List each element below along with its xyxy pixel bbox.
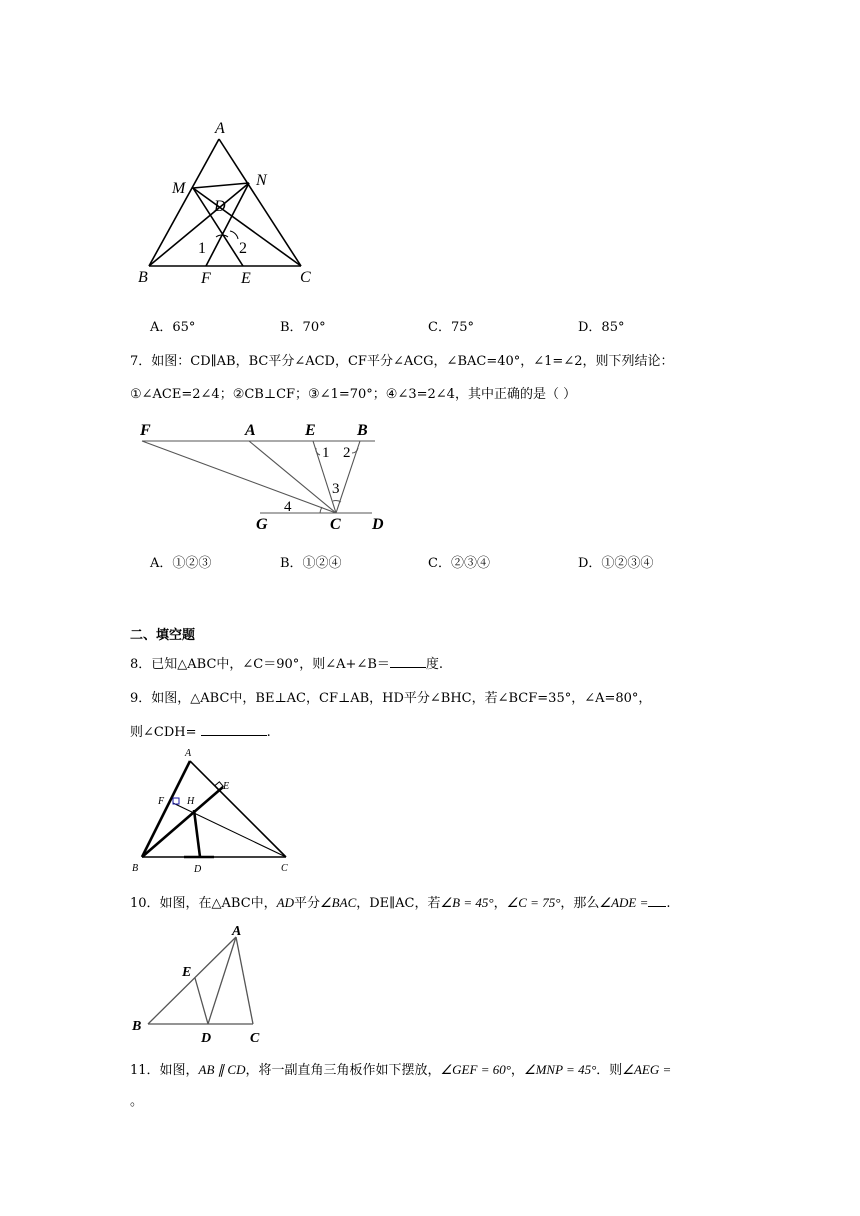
q9-text-post: . (266, 725, 271, 740)
q11-text-5: ， (510, 1063, 524, 1078)
q8-question (130, 653, 443, 672)
q11-text-6: ∠MNP = 45° (523, 1062, 597, 1077)
q10-text-10: ∠ADE = (599, 895, 649, 910)
q7-question-line1: 7．如图：CD∥AB，BC平分∠ACD，CF平分∠ACG，∠BAC=40°，∠1=∠2，则下列结论： (130, 354, 674, 369)
q8-text-post: 度. (425, 657, 444, 672)
q11-question-line2: 。 (130, 1094, 144, 1109)
q10-label-C: C (250, 1031, 260, 1045)
q6-option-a[interactable]: A．65° (150, 320, 196, 335)
q9-label-A: A (185, 748, 192, 759)
q11-text-1: 11．如图， (130, 1063, 199, 1078)
q10-text-11: . (666, 896, 671, 911)
q10-text-2: AD (276, 895, 295, 910)
q10-text-6: ∠B = 45° (440, 895, 494, 910)
q9-text-pre: 则∠CDH= (130, 725, 197, 740)
q7-label-angle2: 2 (343, 445, 351, 461)
q6-option-b[interactable]: B．70° (280, 320, 326, 335)
q10-question (130, 892, 671, 911)
q8-answer-blank[interactable] (390, 655, 426, 668)
q7-label-D: D (372, 516, 384, 533)
q7-option-d[interactable]: D．①②③④ (578, 556, 654, 571)
q7-option-c[interactable]: C．②③④ (428, 556, 490, 571)
q10-text-7: ， (493, 896, 507, 911)
q9-label-F: F (158, 796, 165, 807)
q11-text-7: ．则 (596, 1063, 623, 1078)
q10-text-3: 平分 (294, 896, 321, 911)
q9-question-line1: 9．如图，△ABC中，BE⊥AC，CF⊥AB，HD平分∠BHC，若∠BCF=35°，∠A=80°， (130, 691, 652, 706)
q10-text-5: ，DE∥AC，若 (356, 896, 441, 911)
q11-text-2: AB ∥ CD (198, 1062, 246, 1077)
q7-label-angle1: 1 (322, 445, 330, 461)
q9-answer-blank[interactable] (201, 723, 267, 736)
q10-text-4: ∠BAC (320, 895, 357, 910)
q6-label-B: B (138, 269, 148, 286)
q10-label-E: E (182, 965, 192, 980)
q7-option-a[interactable]: A．①②③ (150, 556, 212, 571)
q9-question-line2 (130, 721, 271, 740)
q7-label-G: G (256, 516, 268, 533)
q6-label-A: A (215, 120, 225, 137)
q11-text-4: ∠GEF = 60° (440, 1062, 511, 1077)
q9-label-C: C (281, 863, 288, 874)
q10-text-8: ∠C = 75° (506, 895, 561, 910)
q6-label-F: F (201, 270, 211, 287)
q6-label-D: D (214, 198, 226, 215)
q7-label-A: A (245, 422, 256, 439)
q10-answer-blank[interactable] (648, 894, 666, 907)
q11-text-3: ，将一副直角三角板作如下摆放， (245, 1063, 441, 1078)
q7-label-E: E (305, 422, 316, 439)
section-heading: 二、填空题 (130, 628, 196, 643)
q6-label-C: C (300, 269, 311, 286)
q9-label-H: H (187, 796, 195, 807)
q7-label-F: F (140, 422, 151, 439)
q6-label-angle1: 1 (198, 240, 206, 257)
q9-label-D: D (194, 864, 202, 875)
q10-label-D: D (201, 1031, 212, 1045)
q10-text-9: ，那么 (560, 896, 600, 911)
q6-label-E: E (241, 270, 251, 287)
q7-question-line2: ①∠ACE=2∠4；②CB⊥CF；③∠1=70°；④∠3=2∠4，其中正确的是（ ） (130, 387, 577, 402)
q11-text-8: ∠AEG = (622, 1062, 672, 1077)
q7-figure (130, 415, 400, 535)
q10-figure (128, 920, 268, 1045)
q9-label-B: B (132, 863, 139, 874)
q7-label-C: C (330, 516, 341, 533)
q6-option-d[interactable]: D．85° (578, 320, 625, 335)
q7-label-angle3: 3 (332, 481, 340, 497)
q7-option-b[interactable]: B．①②④ (280, 556, 342, 571)
q6-figure (130, 115, 330, 295)
q9-label-E: E (223, 781, 230, 792)
q10-label-A: A (232, 924, 242, 939)
q11-question (130, 1059, 671, 1078)
q7-label-angle4: 4 (284, 499, 292, 515)
q6-option-c[interactable]: C．75° (428, 320, 474, 335)
q8-text-pre: 8．已知△ABC中，∠C＝90°，则∠A+∠B＝ (130, 657, 390, 672)
q9-figure (128, 745, 303, 875)
q7-label-B: B (357, 422, 368, 439)
q6-label-M: M (172, 180, 186, 197)
q10-label-B: B (132, 1019, 142, 1034)
q6-label-angle2: 2 (239, 240, 247, 257)
q6-label-N: N (256, 172, 267, 189)
q10-text-1: 10．如图，在△ABC中， (130, 896, 277, 911)
